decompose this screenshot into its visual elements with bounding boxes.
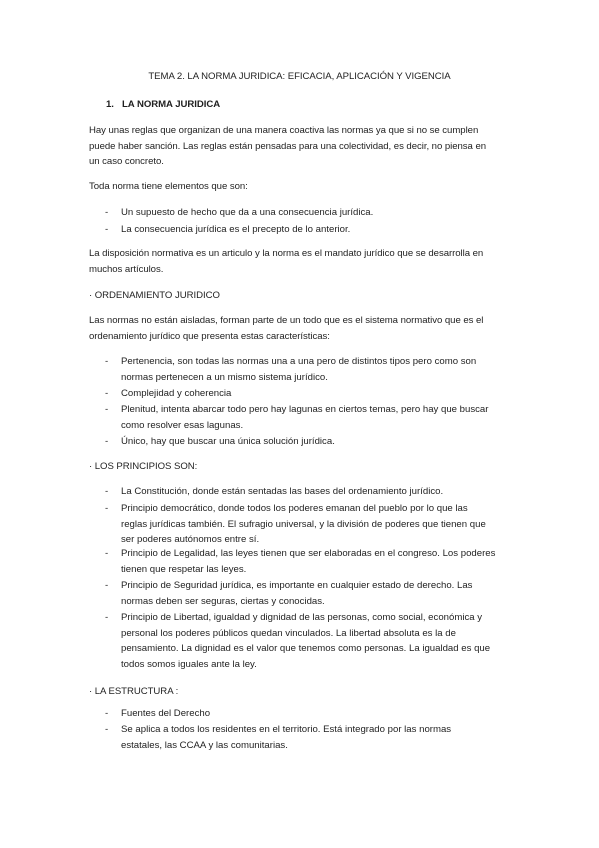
list-item-text [121,722,451,753]
text-line: Principio democrático, donde todos los poderes emanan del pueblo por lo que las [121,503,468,514]
list-dash: - [105,436,109,447]
section-heading [106,97,220,113]
list-dash: - [105,486,109,497]
text-line: muchos artículos. [89,263,164,275]
subsection-principios: · LOS PRINCIPIOS SON: [89,461,198,472]
list-dash: - [105,404,109,415]
text-line: como resolver esas lagunas. [121,419,244,431]
text-line: personal los poderes públicos quedan vinculados. La libertad absoluta es la de [121,627,456,639]
list-dash: - [105,612,109,623]
subsection-estructura: · LA ESTRUCTURA : [89,686,179,697]
subsection-ordenamiento: · ORDENAMIENTO JURIDICO [89,290,220,301]
list-item-text: Complejidad y coherencia [121,388,232,399]
list-dash: - [105,580,109,591]
text-line: pensamiento. La dignidad es el valor que tenemos como personas. La igualdad es que [121,643,491,654]
text-line: Principio de Legalidad, las leyes tienen que ser elaboradas en el congreso. Los poderes [121,548,496,559]
list-dash: - [105,708,109,719]
document-title: TEMA 2. LA NORMA JURIDICA: EFICACIA, APLICACIÓN Y VIGENCIA [148,71,451,82]
text-line: Se aplica a todos los residentes en el territorio. Está integrado por las normas [121,724,452,735]
section-heading-text: LA NORMA JURIDICA [122,99,221,110]
text-line: Principio de Seguridad jurídica, es importante en cualquier estado de derecho. Las [121,580,473,591]
list-item-text: La consecuencia jurídica es el precepto de lo anterior. [121,224,351,235]
text-line: estatales, las CCAA y las comunitarias. [121,739,288,751]
list-item-text [121,578,472,609]
text-line: todos somos iguales ante la ley. [121,658,257,670]
list-item-text [121,610,490,672]
paragraph-elements: Toda norma tiene elementos que son: [89,181,248,192]
text-line: ordenamiento jurídico que presenta estas características: [89,330,330,342]
text-line: normas pertenecen a un mismo sistema jurídico. [121,371,328,383]
text-line: ser poderes autónomos entre sí. [121,534,260,545]
text-line: La disposición normativa es un articulo y la norma es el mandato jurídico que se desarrolla en [89,248,484,259]
text-line: Pertenencia, son todas las normas una a una pero de distintos tipos pero como son [121,356,477,367]
text-line: Principio de Libertad, igualdad y dignidad de las personas, como social, económica y [121,612,483,623]
list-dash: - [105,224,109,235]
list-dash: - [105,356,109,367]
list-dash: - [105,207,109,218]
section-number: 1. [106,99,114,110]
list-item-text: Único, hay que buscar una única solución jurídica. [121,436,335,447]
list-item-text: Fuentes del Derecho [121,708,211,719]
list-item-text [121,354,476,385]
list-dash: - [105,548,109,559]
paragraph-intro [89,123,486,170]
list-item-text [121,501,486,548]
text-line: Las normas no están aisladas, forman parte de un todo que es el sistema normativo que es el [89,315,484,326]
text-line: puede haber sanción. Las reglas están pensadas para una colectividad, es decir, no piensa en [89,140,487,152]
list-item-text [121,546,495,577]
text-line: Hay unas reglas que organizan de una manera coactiva las normas ya que si no se cumplen [89,125,479,136]
list-item-text: Un supuesto de hecho que da a una consecuencia jurídica. [121,207,374,218]
text-line: normas deben ser seguras, ciertas y conocidas. [121,595,325,607]
text-line: reglas jurídicas también. El sufragio universal, y la división de poderes que tienen que [121,518,486,530]
list-dash: - [105,724,109,735]
paragraph-disposicion [89,246,483,277]
text-line: un caso concreto. [89,156,164,167]
list-item-text [121,402,488,433]
list-dash: - [105,503,109,514]
list-item-text: La Constitución, donde están sentadas las bases del ordenamiento jurídico. [121,486,444,497]
text-line: Plenitud, intenta abarcar todo pero hay lagunas en ciertos temas, pero hay que buscar [121,404,489,415]
text-line: tienen que respetar las leyes. [121,563,247,575]
list-dash: - [105,388,109,399]
paragraph-ordenamiento [89,313,483,344]
